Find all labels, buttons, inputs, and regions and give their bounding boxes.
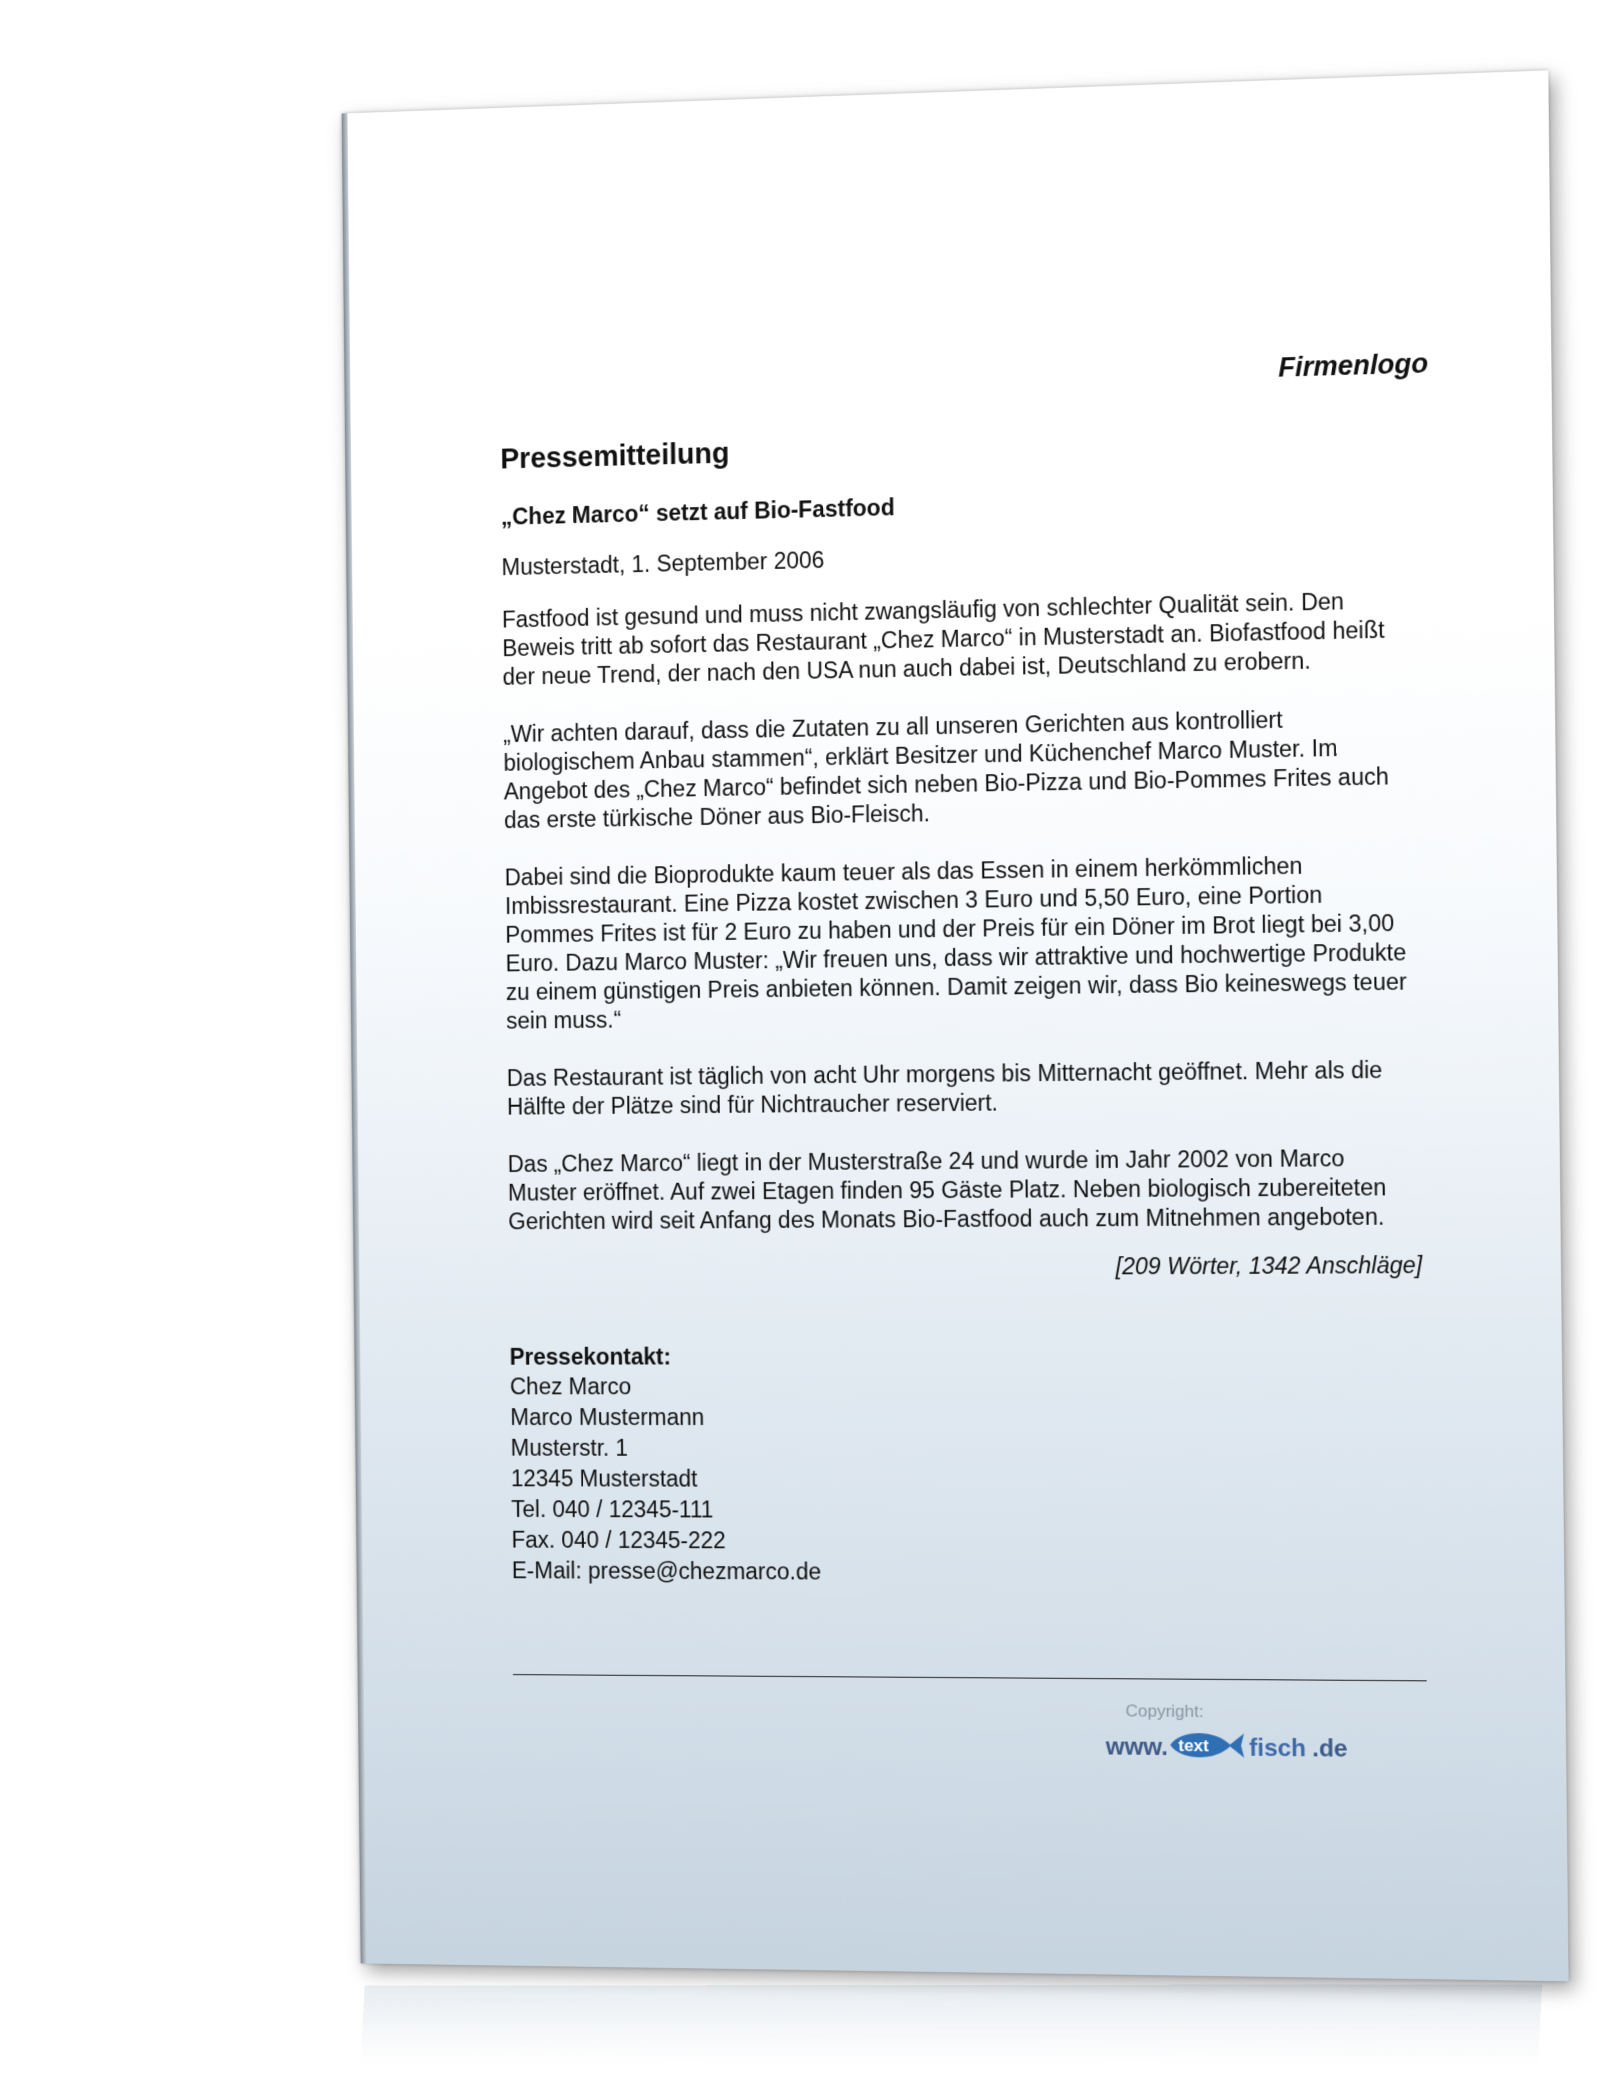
brand-fisch: fisch xyxy=(1249,1734,1307,1763)
textfisch-logo xyxy=(1047,1727,1433,1771)
press-contact xyxy=(510,1341,1426,1590)
document-title: Pressemitteilung xyxy=(500,437,730,476)
word-count: [209 Wörter, 1342 Anschläge] xyxy=(1115,1251,1423,1280)
brand-www: www. xyxy=(1105,1733,1169,1762)
document-page xyxy=(342,70,1569,1981)
page-edge xyxy=(342,113,367,1963)
company-logo-placeholder: Firmenlogo xyxy=(1278,348,1429,383)
copyright-label: Copyright: xyxy=(1125,1701,1204,1722)
paragraph: Dabei sind die Bioprodukte kaum teuer als das Essen in einem herkömmlichen Imbissrestaurant. Eine Pizza kostet zwischen 3 Euro und 5,50 Euro, eine Portion Pommes Frites ist für 2 Euro zu haben und der Preis für ein Döner im Brot liegt bei 3,00 Euro. Dazu Marco Muster: „Wir freuen uns, dass wir attraktive und hochwertige Produkte zu einem günstigen Preis anbieten können. Damit zeigen wir, dass Bio keineswegs teuer sein muss.“ xyxy=(504,852,1407,1034)
contact-email: E-Mail: presse@chezmarco.de xyxy=(511,1557,822,1585)
contact-fax: Fax. 040 / 12345-222 xyxy=(511,1526,726,1554)
fish-icon xyxy=(1166,1728,1245,1763)
press-release-body xyxy=(501,480,1426,1590)
brand-text: text xyxy=(1178,1735,1209,1756)
page-reflection xyxy=(361,1984,1543,2065)
footer-divider xyxy=(513,1674,1427,1681)
headline: „Chez Marco“ setzt auf Bio-Fastfood xyxy=(500,494,895,530)
paragraph: „Wir achten darauf, dass die Zutaten zu all unseren Gerichten aus kontrolliert biologischem Anbau stammen“, erklärt Besitzer und Küchenchef Marco Muster. Im Angebot des „Chez Marco“ befindet sich neben Bio-Pizza und Bio-Pommes Frites auch das erste türkische Döner aus Bio-Fleisch. xyxy=(503,706,1389,834)
copyright-watermark xyxy=(1047,1701,1433,1771)
dateline: Musterstadt, 1. September 2006 xyxy=(501,546,825,581)
press-contact-heading: Pressekontakt: xyxy=(509,1343,672,1370)
contact-person: Marco Mustermann xyxy=(510,1404,705,1430)
contact-company: Chez Marco xyxy=(509,1373,632,1400)
brand-de: .de xyxy=(1312,1735,1348,1763)
contact-city: 12345 Musterstadt xyxy=(510,1465,698,1492)
paragraph: Das Restaurant ist täglich von acht Uhr morgens bis Mitternacht geöffnet. Mehr als die Hälfte der Plätze sind für Nichtraucher reserviert. xyxy=(506,1056,1383,1120)
contact-street: Musterstr. 1 xyxy=(510,1434,629,1461)
contact-phone: Tel. 040 / 12345-111 xyxy=(511,1496,714,1523)
paragraph: Das „Chez Marco“ liegt in der Musterstraße 24 und wurde im Jahr 2002 von Marco Muster eröffnet. Auf zwei Etagen finden 95 Gäste Platz. Neben biologisch zubereiteten Gerichten wird seit Anfang des Monats Bio-Fastfood auch zum Mitnehmen angeboten. xyxy=(507,1145,1387,1235)
paragraph: Fastfood ist gesund und muss nicht zwangsläufig von schlechter Qualität sein. Den Beweis tritt ab sofort das Restaurant „Chez Marco“ in Musterstadt an. Biofastfood heißt der neue Trend, der nach den USA nun auch dabei ist, Deutschland zu erobern. xyxy=(501,588,1385,690)
